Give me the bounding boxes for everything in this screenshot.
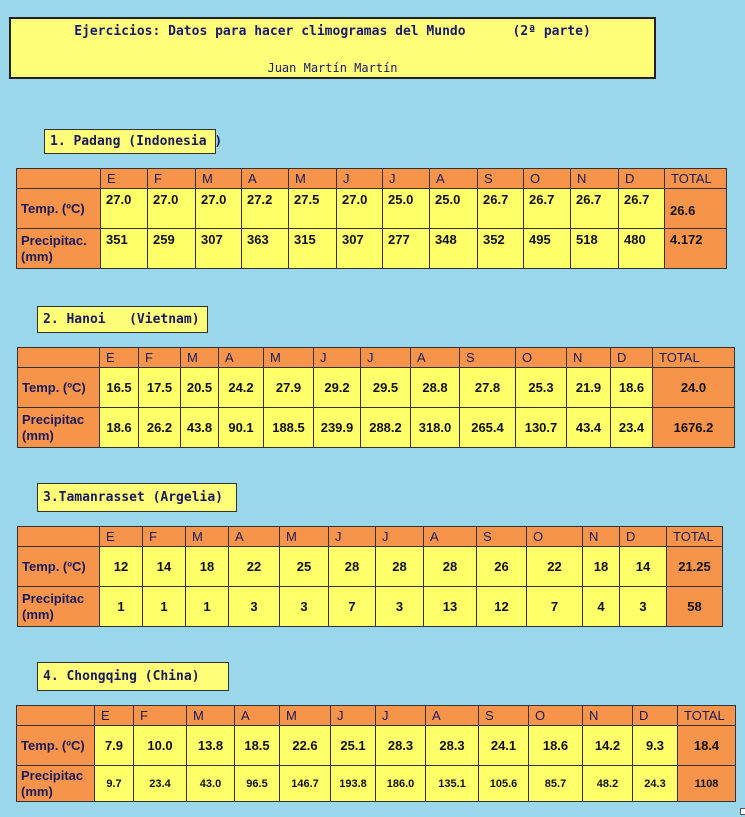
month-header: A: [426, 706, 479, 726]
temp-cell: 26.7: [524, 189, 571, 229]
precip-label: Precipitac (mm): [18, 408, 100, 448]
temp-cell: 22: [229, 547, 280, 587]
month-header: A: [219, 348, 264, 368]
month-header: N: [583, 706, 633, 726]
month-header: M: [196, 169, 242, 189]
total-header: TOTAL: [653, 348, 735, 368]
month-header: S: [460, 348, 516, 368]
precip-cell: 85.7: [529, 766, 583, 802]
temp-total: 26.6: [665, 189, 727, 229]
temp-total: 18.4: [678, 726, 736, 766]
temp-cell: 14: [143, 547, 186, 587]
temp-cell: 21.9: [567, 368, 611, 408]
corner-cell: [17, 169, 101, 189]
temp-cell: 12: [100, 547, 143, 587]
precip-cell: 348: [430, 229, 478, 269]
temp-label: Temp. (ºC): [18, 368, 100, 408]
month-header: M: [280, 706, 331, 726]
temp-label: Temp. (ºC): [17, 189, 101, 229]
precip-total: 4.172: [665, 229, 727, 269]
month-header: A: [424, 527, 477, 547]
corner-cell: [17, 706, 95, 726]
month-header: J: [331, 706, 376, 726]
climate-table-padang: [16, 168, 727, 269]
precip-label: Precipitac (mm): [17, 766, 95, 802]
month-header: D: [619, 169, 665, 189]
precip-cell: 259: [148, 229, 196, 269]
month-header: D: [633, 706, 678, 726]
precip-cell: 1: [100, 587, 143, 627]
month-header: F: [134, 706, 187, 726]
month-header: O: [529, 706, 583, 726]
temp-cell: 25.0: [430, 189, 478, 229]
climate-table-chongqing: [16, 705, 736, 802]
temp-cell: 13.8: [187, 726, 235, 766]
temp-cell: 7.9: [95, 726, 134, 766]
precip-cell: 518: [571, 229, 619, 269]
precip-cell: 307: [196, 229, 242, 269]
precip-cell: 24.3: [633, 766, 678, 802]
precip-cell: 495: [524, 229, 571, 269]
temp-cell: 22.6: [280, 726, 331, 766]
precip-cell: 7: [329, 587, 376, 627]
month-header: O: [524, 169, 571, 189]
section-heading-hanoi: 2. Hanoi (Vietnam): [37, 306, 208, 333]
temp-cell: 28.3: [426, 726, 479, 766]
precip-cell: 7: [527, 587, 583, 627]
month-header: A: [229, 527, 280, 547]
precip-cell: 1: [143, 587, 186, 627]
precip-cell: 12: [477, 587, 527, 627]
temp-cell: 18: [186, 547, 229, 587]
temp-cell: 27.0: [337, 189, 383, 229]
precip-cell: 18.6: [100, 408, 139, 448]
corner-cell: [18, 527, 100, 547]
temp-total: 21.25: [667, 547, 723, 587]
month-header: J: [314, 348, 361, 368]
precip-cell: 239.9: [314, 408, 361, 448]
precip-total: 1108: [678, 766, 736, 802]
precip-cell: 186.0: [376, 766, 426, 802]
precip-cell: 352: [478, 229, 524, 269]
temp-cell: 28.8: [411, 368, 460, 408]
precip-cell: 277: [383, 229, 430, 269]
precip-cell: 307: [337, 229, 383, 269]
precip-cell: 48.2: [583, 766, 633, 802]
month-header: N: [583, 527, 620, 547]
temp-cell: 27.0: [148, 189, 196, 229]
month-header: M: [186, 527, 229, 547]
month-header: O: [516, 348, 567, 368]
temp-cell: 29.5: [361, 368, 411, 408]
temp-cell: 22: [527, 547, 583, 587]
temp-cell: 14: [620, 547, 667, 587]
temp-cell: 24.1: [479, 726, 529, 766]
temp-cell: 28: [329, 547, 376, 587]
precip-total: 1676.2: [653, 408, 735, 448]
temp-cell: 28.3: [376, 726, 426, 766]
temp-row: [17, 189, 727, 229]
month-header: S: [477, 527, 527, 547]
month-header: A: [430, 169, 478, 189]
temp-cell: 20.5: [181, 368, 219, 408]
precip-cell: 23.4: [611, 408, 653, 448]
precip-cell: 9.7: [95, 766, 134, 802]
temp-cell: 26.7: [619, 189, 665, 229]
precip-cell: 3: [280, 587, 329, 627]
section-heading-chongqing: 4. Chongqing (China): [37, 662, 229, 691]
precip-cell: 188.5: [264, 408, 314, 448]
precip-cell: 105.6: [479, 766, 529, 802]
temp-cell: 26.7: [571, 189, 619, 229]
precip-cell: 3: [620, 587, 667, 627]
temp-cell: 26: [477, 547, 527, 587]
month-header: J: [329, 527, 376, 547]
precip-total: 58: [667, 587, 723, 627]
precip-cell: 43.8: [181, 408, 219, 448]
temp-cell: 25: [280, 547, 329, 587]
month-header: J: [376, 706, 426, 726]
month-header: A: [235, 706, 280, 726]
temp-cell: 25.0: [383, 189, 430, 229]
precip-cell: 288.2: [361, 408, 411, 448]
month-header: O: [527, 527, 583, 547]
precip-cell: 480: [619, 229, 665, 269]
precip-cell: 96.5: [235, 766, 280, 802]
month-header: N: [567, 348, 611, 368]
temp-cell: 18: [583, 547, 620, 587]
precip-cell: 13: [424, 587, 477, 627]
precip-cell: 351: [101, 229, 148, 269]
temp-cell: 10.0: [134, 726, 187, 766]
temp-cell: 17.5: [139, 368, 181, 408]
temp-cell: 25.1: [331, 726, 376, 766]
month-header: E: [101, 169, 148, 189]
precip-cell: 43.4: [567, 408, 611, 448]
total-header: TOTAL: [667, 527, 723, 547]
month-header: S: [479, 706, 529, 726]
month-header: E: [100, 527, 143, 547]
precip-label: Precipitac (mm): [18, 587, 100, 627]
precip-cell: 43.0: [187, 766, 235, 802]
precip-cell: 130.7: [516, 408, 567, 448]
temp-cell: 18.6: [611, 368, 653, 408]
temp-cell: 14.2: [583, 726, 633, 766]
title-box: [9, 17, 656, 79]
month-header: F: [143, 527, 186, 547]
month-header: J: [383, 169, 430, 189]
temp-total: 24.0: [653, 368, 735, 408]
temp-cell: 16.5: [100, 368, 139, 408]
month-header: F: [148, 169, 196, 189]
precip-cell: 146.7: [280, 766, 331, 802]
precip-cell: 90.1: [219, 408, 264, 448]
document-title: Ejercicios: Datos para hacer climogramas del Mundo (2ª parte): [74, 24, 591, 39]
precip-row: [17, 229, 727, 269]
month-header: N: [571, 169, 619, 189]
precip-cell: 4: [583, 587, 620, 627]
month-header-row: [17, 169, 727, 189]
temp-cell: 27.5: [289, 189, 337, 229]
month-header: A: [242, 169, 289, 189]
temp-cell: 27.0: [101, 189, 148, 229]
climate-table-hanoi: [17, 347, 735, 448]
temp-cell: 24.2: [219, 368, 264, 408]
temp-label: Temp. (ºC): [17, 726, 95, 766]
temp-cell: 25.3: [516, 368, 567, 408]
precip-cell: 318.0: [411, 408, 460, 448]
month-header: F: [139, 348, 181, 368]
month-header: E: [100, 348, 139, 368]
month-header: A: [411, 348, 460, 368]
temp-cell: 26.7: [478, 189, 524, 229]
precip-cell: 193.8: [331, 766, 376, 802]
precip-cell: 3: [229, 587, 280, 627]
month-header: J: [376, 527, 424, 547]
temp-cell: 18.5: [235, 726, 280, 766]
temp-cell: 28: [376, 547, 424, 587]
precip-cell: 26.2: [139, 408, 181, 448]
precip-cell: 265.4: [460, 408, 516, 448]
month-header: S: [478, 169, 524, 189]
month-header: M: [181, 348, 219, 368]
total-header: TOTAL: [678, 706, 736, 726]
month-header: J: [361, 348, 411, 368]
month-header: D: [620, 527, 667, 547]
temp-cell: 27.2: [242, 189, 289, 229]
corner-cell: [18, 348, 100, 368]
temp-cell: 29.2: [314, 368, 361, 408]
temp-cell: 9.3: [633, 726, 678, 766]
month-header: E: [95, 706, 134, 726]
precip-cell: 315: [289, 229, 337, 269]
climate-table-tamanrasset: [17, 526, 723, 627]
month-header: D: [611, 348, 653, 368]
month-header: M: [187, 706, 235, 726]
precip-cell: 3: [376, 587, 424, 627]
precip-cell: 363: [242, 229, 289, 269]
temp-cell: 18.6: [529, 726, 583, 766]
total-header: TOTAL: [665, 169, 727, 189]
month-header: M: [264, 348, 314, 368]
precip-cell: 23.4: [134, 766, 187, 802]
precip-cell: 1: [186, 587, 229, 627]
section-heading-tamanrasset: 3.Tamanrasset (Argelia): [37, 483, 237, 512]
month-header: M: [289, 169, 337, 189]
temp-cell: 27.9: [264, 368, 314, 408]
document-author: Juan Martín Martín: [267, 61, 398, 75]
temp-cell: 27.0: [196, 189, 242, 229]
temp-cell: 28: [424, 547, 477, 587]
month-header: M: [280, 527, 329, 547]
precip-label: Precipitac. (mm): [17, 229, 101, 269]
precip-cell: 135.1: [426, 766, 479, 802]
temp-cell: 27.8: [460, 368, 516, 408]
month-header: J: [337, 169, 383, 189]
resize-handle[interactable]: [740, 808, 745, 815]
section-heading-padang: 1. Padang (Indonesia ): [44, 129, 216, 154]
temp-label: Temp. (ºC): [18, 547, 100, 587]
